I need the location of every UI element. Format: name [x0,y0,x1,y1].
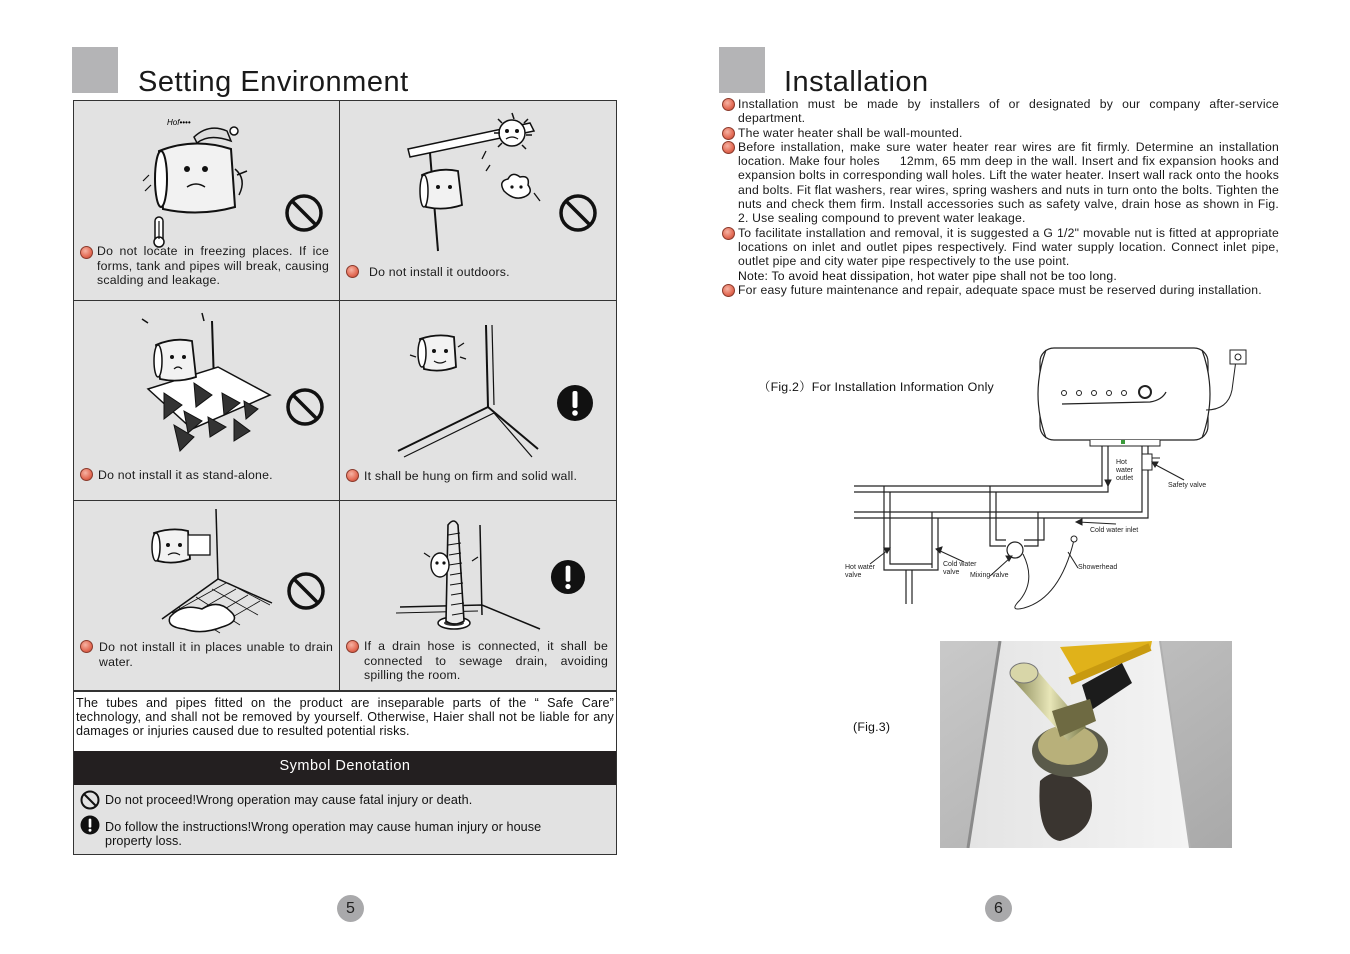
bullet-icon [722,98,735,111]
bullet-icon [80,468,93,481]
label-cold-water-valve-1: Cold water [943,561,977,568]
safe-care-notice: The tubes and pipes fitted on the product are inseparable parts of the “ Safe Care” technology, and shall not be removed by yourself. Otherwise, Haier shall not be liable for any damages or injuries caused due to resulted potential risks. [74,691,616,751]
installation-diagram [840,340,1260,610]
outdoors-heater-illustration [400,105,550,255]
installation-item [721,140,1279,226]
no-drain-illustration [148,507,278,637]
bullet-icon [80,640,93,653]
bullet-icon [722,141,735,154]
label-hot-water-outlet-3: outlet [1116,475,1134,482]
cell-drain-text: Do not install it in places unable to drain water. [99,640,333,669]
label-mixing-valve: Mixing valve [970,572,1009,579]
installation-list [721,97,1279,297]
right-title-block [719,47,765,93]
cell-drain-hose [340,501,616,691]
cell-firm-wall [340,301,616,501]
right-page-title: Installation [784,66,929,98]
left-page-title: Setting Environment [138,66,409,98]
wall-hung-illustration [390,321,550,461]
prohibit-icon [558,193,598,233]
label-showerhead: Showerhead [1078,564,1118,571]
left-title-block [72,47,118,93]
cell-outdoors-text: Do not install it outdoors. [369,265,510,279]
fig3-caption: (Fig.3) [853,720,891,734]
bullet-icon [80,246,93,259]
installation-item-text: The water heater shall be wall-mounted. [738,125,963,140]
label-cold-water-inlet: Cold water inlet [1090,527,1139,534]
bullet-icon [346,265,359,278]
bullet-icon [722,227,735,240]
symbol-denotation-area [74,785,616,854]
installation-item [721,283,1279,297]
fig3-photo [940,641,1232,848]
cell-drain-hose-text: If a drain hose is connected, it shall be connected to sewage drain, avoiding spilling the room. [364,639,608,682]
cell-outdoors [340,101,616,301]
prohibit-icon [285,387,325,427]
bullet-icon [722,284,735,297]
bullet-icon [346,640,359,653]
page-number-left: 5 [337,895,364,922]
cell-stand-alone [74,301,340,501]
cell-freezing [74,101,340,301]
prohibit-icon [284,193,324,233]
cell-freezing-text: Do not locate in freezing places. If ice forms, tank and pipes will break, causing scalding and leakage. [97,244,329,287]
installation-item-text: Before installation, make sure water heater rear wires are fit firmly. Determine an installation location. Make four holes 12mm, 65 mm deep in the wall. Insert and fix expansion hooks and expansion bolts in corresponding wall holes. Lift the water heater. Insert wall rack onto the hooks and bolts. Fit flat washers, rear wires, spring washers and nuts in turn onto the bolts. Tighten the nuts and check them firm. Install accessories such as safety valve, drain hose as shown in Fig. 2. Use sealing compound to prevent water leakage. [738,139,1279,226]
installation-item-text: For easy future maintenance and repair, adequate space must be reserved during installation. [738,282,1262,297]
cell-stand-alone-text: Do not install it as stand-alone. [98,468,273,482]
bullet-icon [722,127,735,140]
environment-grid [73,100,617,855]
cell-firm-wall-text: It shall be hung on firm and solid wall. [364,469,578,483]
installation-item [721,126,1279,140]
page-number-right: 6 [985,895,1012,922]
mandatory-icon [80,815,100,835]
installation-item-text: Installation must be made by installers of or designated by our company after-service department. [738,97,1279,126]
label-hot-water-outlet-2: water [1116,467,1134,474]
mandatory-icon [556,384,594,422]
label-hot-water-valve-2: valve [845,572,862,579]
installation-note: Note: To avoid heat dissipation, hot water pipe shall not be too long. [738,268,1117,283]
label-safety-valve: Safety valve [1168,482,1207,489]
installation-item [721,226,1279,269]
symbol-mandatory-text: Do follow the instructions!Wrong operation may cause human injury or house property loss. [105,820,542,848]
symbol-denotation-header: Symbol Denotation [74,751,616,785]
label-hot-water-valve-1: Hot water [845,564,875,571]
symbol-prohibit-text: Do not proceed!Wrong operation may cause fatal injury or death. [105,793,473,807]
prohibit-icon [286,571,326,611]
drain-hose-illustration [394,517,544,637]
fig2-caption: （Fig.2）For Installation Information Only [758,380,994,394]
prohibit-icon [80,790,100,810]
illustration-noise-text: Hof•••• [167,118,191,127]
label-hot-water-outlet-1: Hot [1116,459,1127,466]
freezing-heater-illustration [139,109,259,249]
cell-drain [74,501,340,691]
stand-alone-illustration [134,309,274,459]
label-cold-water-valve-2: valve [943,569,960,576]
mandatory-icon [550,559,586,595]
installation-item-text: To facilitate installation and removal, it is suggested a G 1/2" movable nut is fitted at appropriate locations on inlet and outlet pipes respectively. Find water supply location. Connect inlet pipe, outlet pipe and city water pipe respectively to the use point. [738,225,1279,269]
installation-item [721,97,1279,126]
bullet-icon [346,469,359,482]
